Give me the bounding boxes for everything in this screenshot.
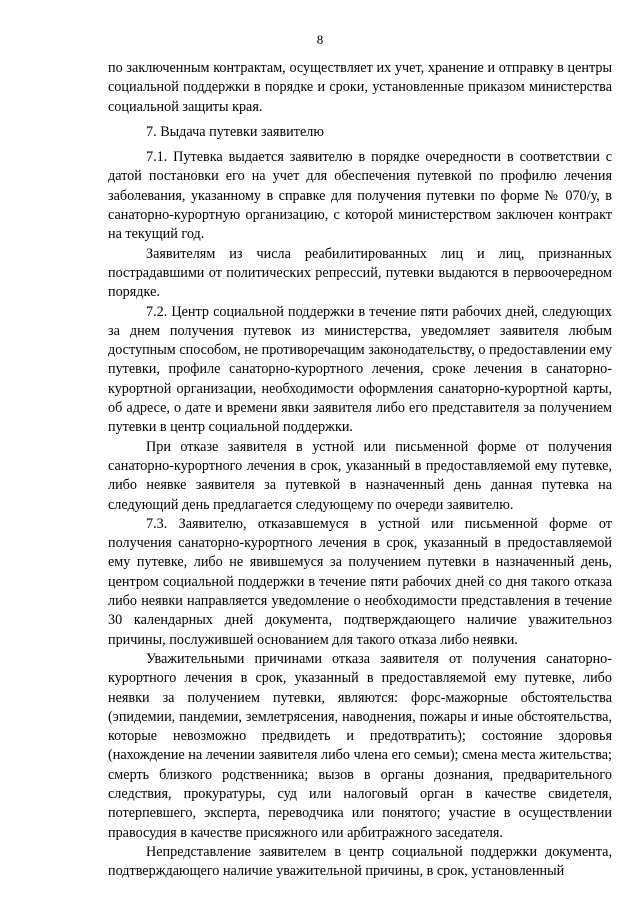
paragraph-7-3: 7.3. Заявителю, отказавшемуся в устной или письменной форме от получения санаторно-курортного лечения в срок, указанный в предоставляемой ему путевке, либо не явившемуся за получением путевки в назначенный день, центром социальной поддержки в течение пяти рабочих дней со дня такого отказа либо неявки направляется уведомление о необходимости представления в течение 30 календарных дней документа, подтверждающего наличие уважительноз причины, послужившей основанием для такого отказа либо неявки. — [108, 515, 612, 648]
paragraph-7-1: 7.1. Путевка выдается заявителю в порядке очередности в соответствии с датой постановки его на учет для обеспечения путевкой по профилю лечения заболевания, указанному в справке для получения путевки по форме № 070/у, в санаторно-курортную организацию, с которой министерством заключен контракт на текущий год. — [108, 149, 612, 243]
paragraph-valid-reasons: Уважительными причинами отказа заявителя от получения санаторно-курортного лечения в срок, указанный в предоставляемой ему путевке, либо неявки за получением путевки, являются: форс-мажорные обстоятельства (эпидемии, пандемии, землетрясения, наводнения, пожары и иные обстоятельства, которые невозможно предвидеть и предотвратить); состояние здоровья (нахождение на лечении заявителя либо члена его семьи); смена места жительства; смерть близкого родственника; вызов в органы дознания, предварительного следствия, прокуратуры, суд или налоговый орган в качестве свидетеля, потерпевшего, эксперта, переводчика или понятого; участие в осуществлении правосудия в качестве присяжного или арбитражного заседателя. — [108, 650, 612, 841]
paragraph-7-2: 7.2. Центр социальной поддержки в течение пяти рабочих дней, следующих за днем получения путевок из министерства, уведомляет заявителя любым доступным способом, не противоречащим законодательству, о предоставлении ему путевки, профиле санаторно-курортного лечения, сроке лечения в санаторно-курортной организации, необходимости оформления санаторно-курортной карты, об адресе, о дате и времени явки заявителя либо его представителя за получением путевки в центр социальной поддержки. — [108, 303, 612, 436]
paragraph-refusal: При отказе заявителя в устной или письменной форме от получения санаторно-курортного лечения в срок, указанный в предоставляемой ему путевке, либо неявке заявителя за путевкой в назначенный день данная путевка на следующий день предлагается следующему по очереди заявителю. — [108, 438, 612, 513]
paragraph-rehabilitated: Заявителям из числа реабилитированных лиц и лиц, признанных пострадавшими от политических репрессий, путевки выдаются в первоочередном порядке. — [108, 245, 612, 301]
section-heading: 7. Выдача путевки заявителю — [146, 123, 324, 140]
page-number: 8 — [316, 32, 324, 47]
paragraph-non-submission: Непредставление заявителем в центр социальной поддержки документа, подтверждающего наличие уважительной причины, в срок, установленный — [108, 843, 612, 880]
paragraph-continuation: по заключенным контрактам, осуществляет их учет, хранение и отправку в центры социальной поддержки в порядке и сроки, установленные приказом министерства социальной защиты края. — [108, 60, 612, 115]
document-body — [108, 59, 612, 881]
